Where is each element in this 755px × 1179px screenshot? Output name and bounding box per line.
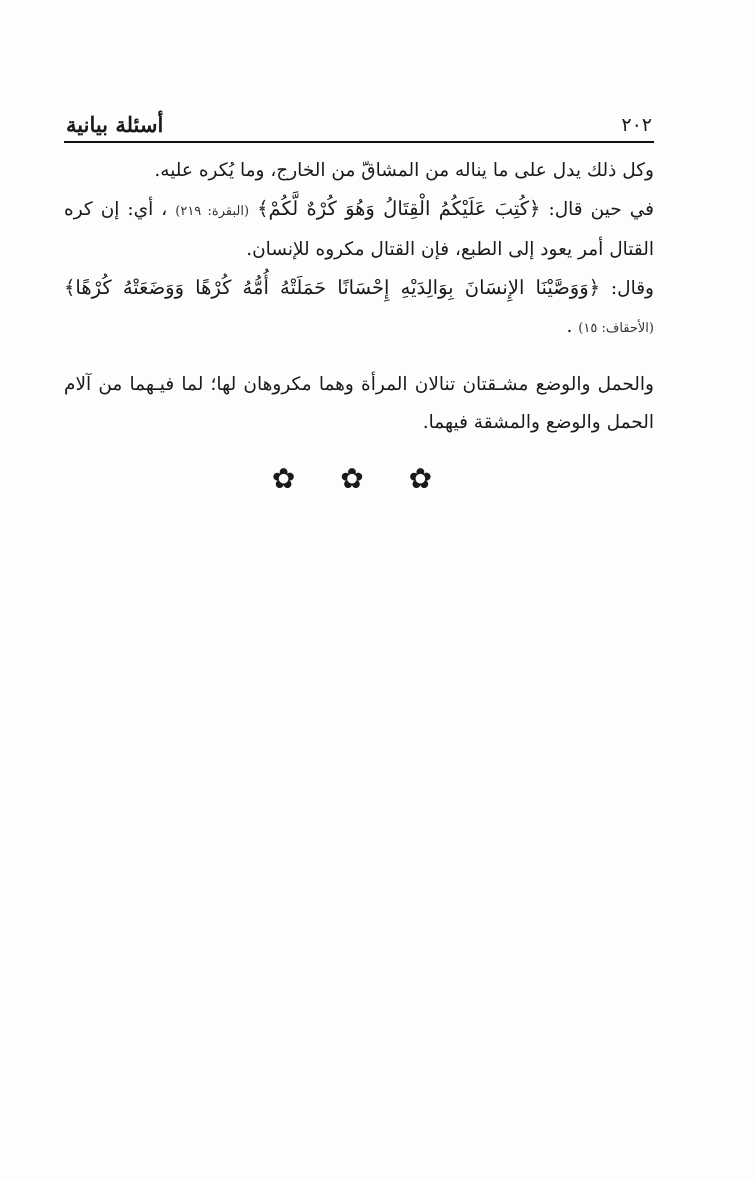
paragraph-3 [64, 269, 654, 348]
quran-verse: ﴿وَوَصَّيْنَا الإِنسَانَ بِوَالِدَيْهِ إِحْسَانًا حَمَلَتْهُ أُمُّهُ كُرْهًا وَوَضَعَتْهُ كُرْهًا﴾ [64, 276, 601, 299]
paragraph-tail: ، أي: إن كره القتال أمر يعود إلى الطبع، فإن القتال مكروه للإنسان. [64, 199, 654, 260]
flower-ornament-icon: ✿ [340, 462, 378, 495]
paragraph-tail: . [566, 316, 573, 337]
paragraph-2 [64, 190, 654, 269]
paragraph-lead: وقال: [600, 278, 654, 299]
header-rule [64, 141, 654, 143]
page-header [64, 112, 654, 142]
paragraph-text: والحمل والوضع مشـقتان تنالان المرأة وهما مكروهان لها؛ لما فيـهما من آلام الحمل والوضع والمشقة فيهما. [64, 374, 654, 433]
section-ornaments [64, 462, 654, 495]
flower-ornament-icon: ✿ [408, 462, 447, 495]
paragraph-1 [64, 152, 654, 190]
verse-citation: (البقرة: ٢١٩) [175, 204, 250, 219]
paragraph-4 [64, 366, 654, 442]
quran-verse: ﴿كُتِبَ عَلَيْكُمُ الْقِتَالُ وَهُوَ كُرْهٌ لَّكُمْ﴾ [257, 197, 541, 220]
body-text [64, 152, 654, 442]
verse-citation: (الأحقاف: ١٥) [578, 321, 654, 336]
page-number: ٢٠٢ [621, 114, 652, 136]
book-page [64, 112, 654, 495]
paragraph-lead: في حين قال: [540, 199, 654, 220]
flower-ornament-icon: ✿ [271, 462, 310, 495]
running-title: أسئلة بيانية [66, 112, 164, 137]
paragraph-text: وكل ذلك يدل على ما يناله من المشاقّ من الخارج، وما يُكره عليه. [154, 160, 654, 181]
